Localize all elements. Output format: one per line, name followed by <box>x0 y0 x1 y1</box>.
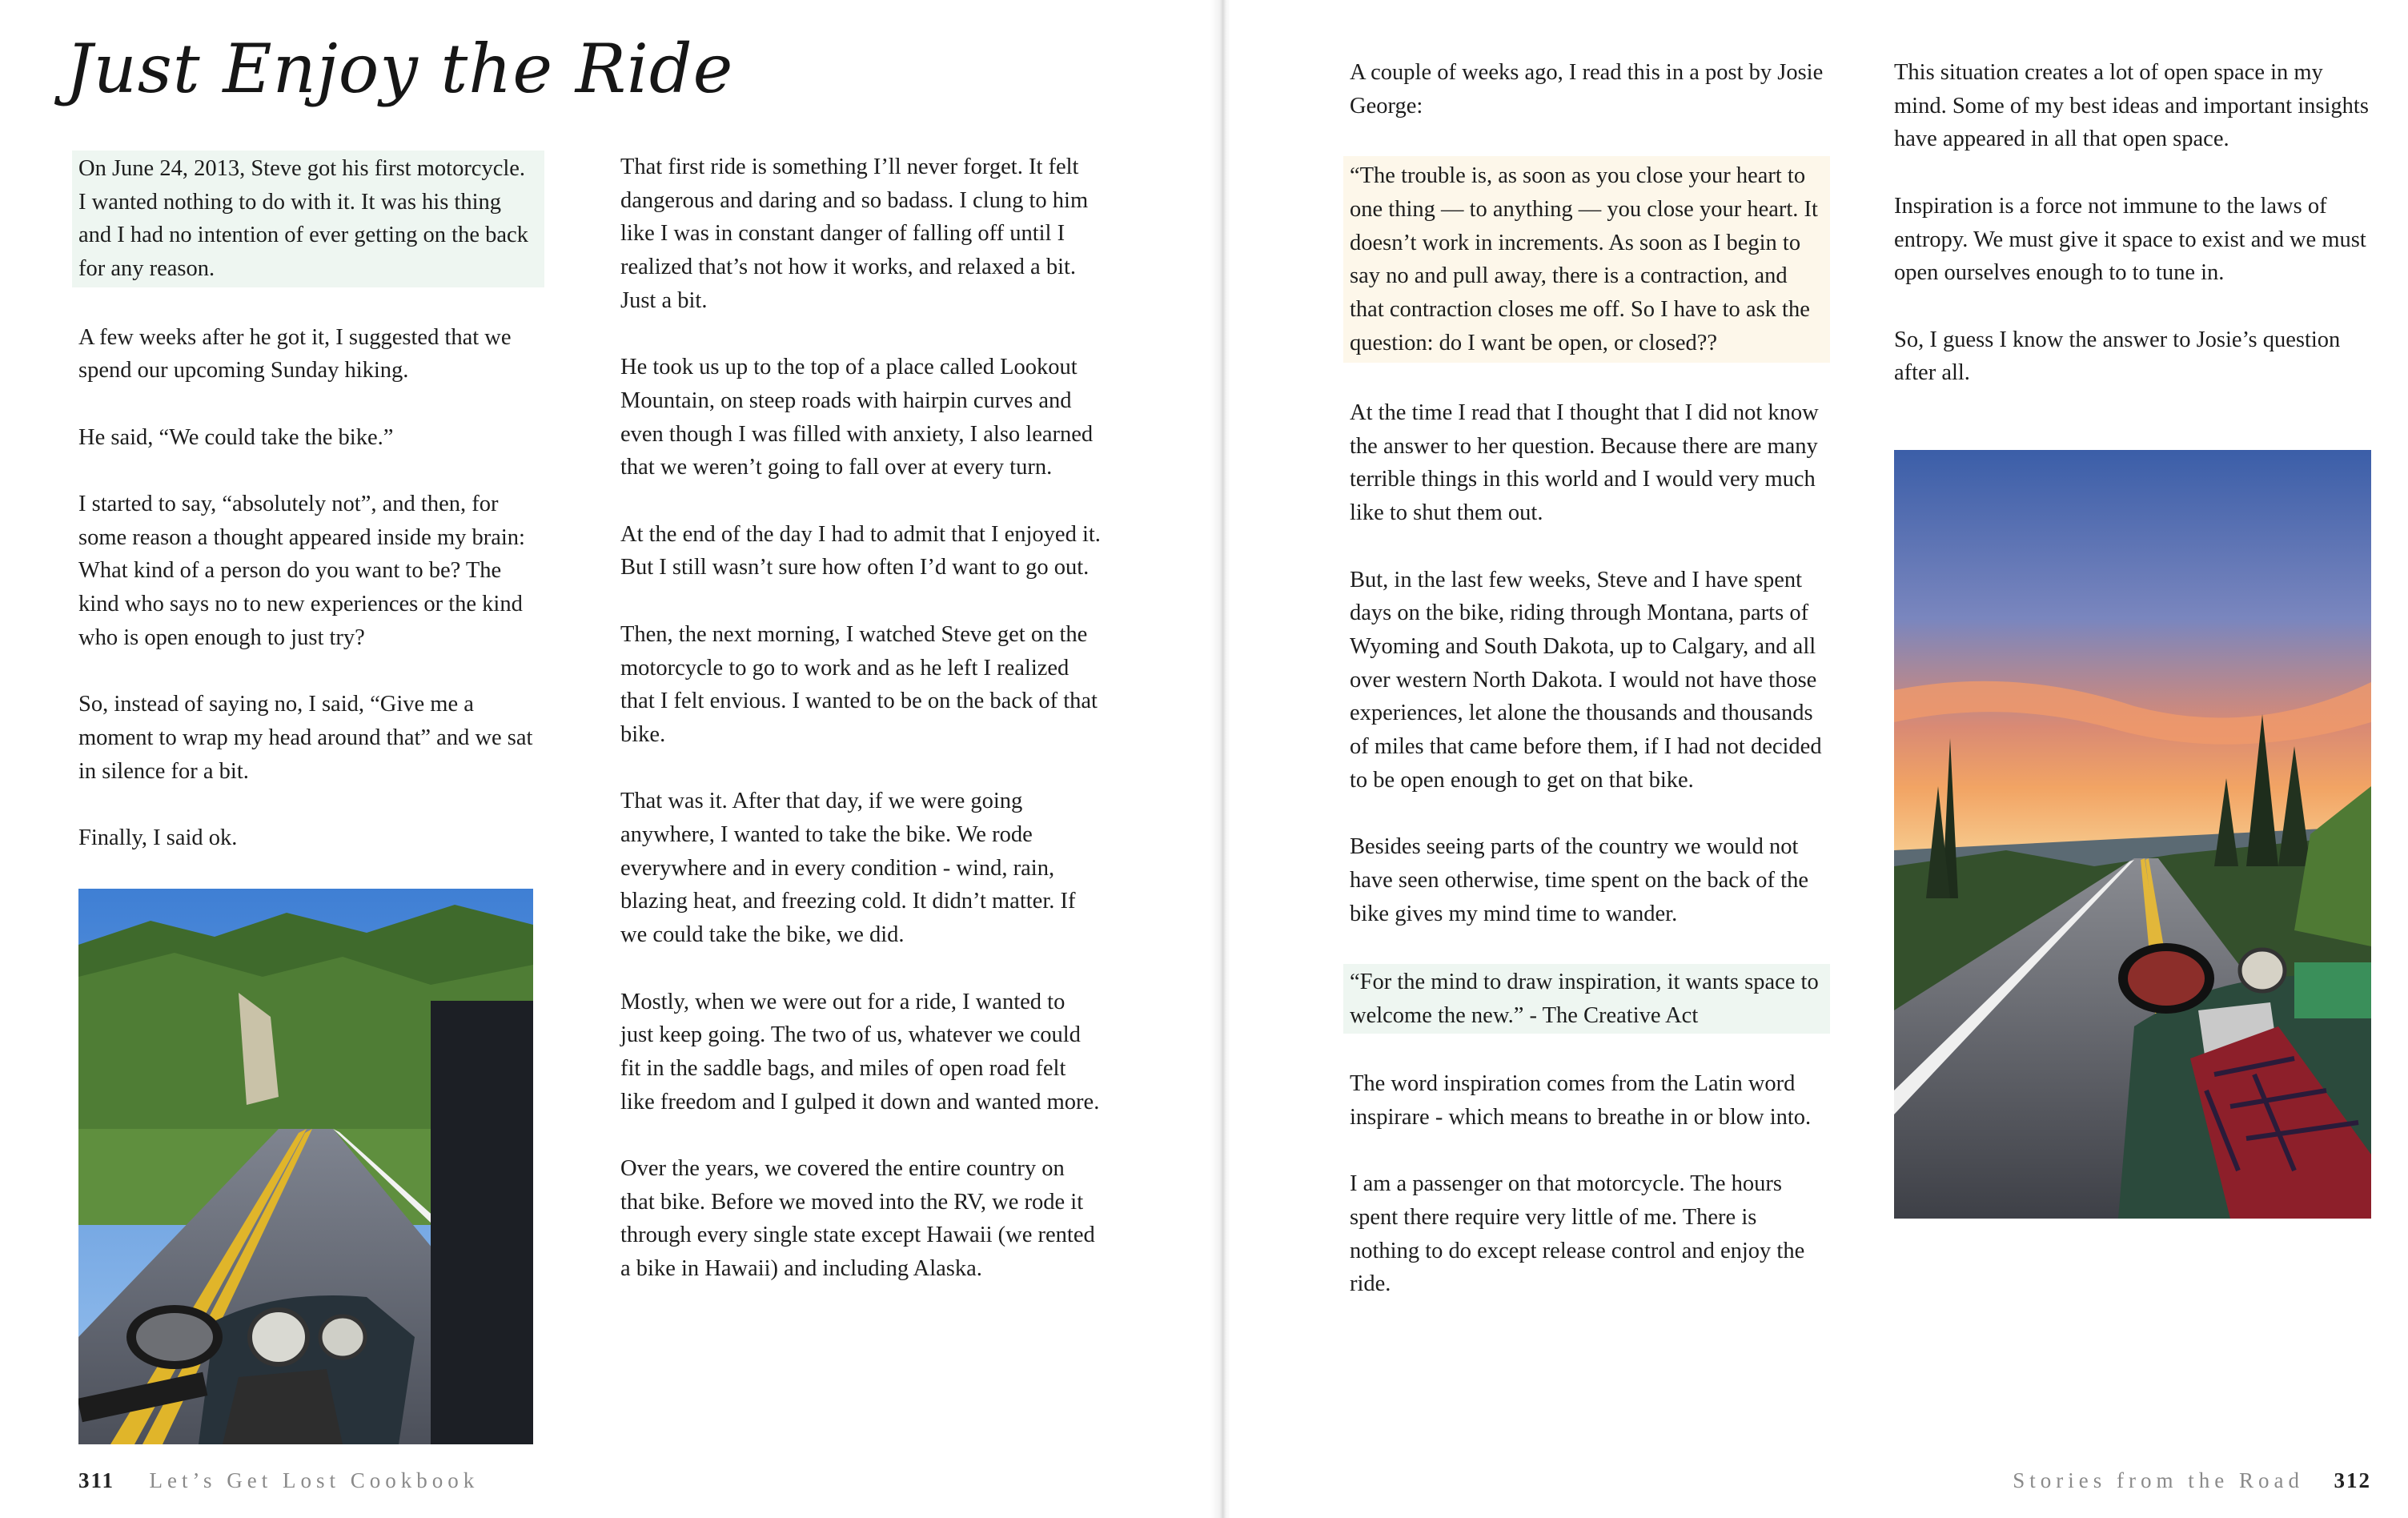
paragraph: I am a passenger on that motorcycle. The hours spent there require very little of me. There is nothing to do except release control and enjoy the ride. <box>1350 1171 1805 1297</box>
paragraph: Besides seeing parts of the country we would not have seen otherwise, time spent on the back of the bike gives my mind time to wander. <box>1350 834 1808 926</box>
paragraph: So, I guess I know the answer to Josie’s question after all. <box>1894 327 2341 386</box>
paragraph-highlighted: On June 24, 2013, Steve got his first motorcycle. I wanted nothing to do with it. It was his thing and I had no intention of ever getting on the back for any reason. <box>72 151 544 287</box>
paragraph: Then, the next morning, I watched Steve get on the motorcycle to go to work and as he left I realized that I felt envious. I wanted to be on the back of that bike. <box>620 621 1098 747</box>
paragraph: Finally, I said ok. <box>78 825 238 850</box>
motorcycle-road-photo-forest <box>78 889 533 1444</box>
paragraph: I started to say, “absolutely not”, and then, for some reason a thought appeared inside my brain: What kind of a person do you want to be? The kind who says no to new experiences or the kind who is open enough to just try? <box>78 491 525 650</box>
paragraph: The word inspiration comes from the Latin word inspirare - which means to breathe in or blow into. <box>1350 1071 1812 1130</box>
right-footer <box>2013 1468 2371 1493</box>
right-column-1 <box>1350 56 1830 1335</box>
paragraph: He took us up to the top of a place called Lookout Mountain, on steep roads with hairpin curves and even though I was filled with anxiety, I also learned that we weren’t going to fall over at every turn. <box>620 355 1094 480</box>
paragraph: Inspiration is a force not immune to the laws of entropy. We must give it space to exist and we must open ourselves enough to to tune in. <box>1894 193 2366 286</box>
paragraph: But, in the last few weeks, Steve and I have spent days on the bike, riding through Montana, parts of Wyoming and South Dakota, up to Calgary, and all over western North Dakota. I would not have those experiences, let alone the thousands and thousands of miles that came before them, if I had not decided to be open enough to get on that bike. <box>1350 567 1822 793</box>
book-gutter <box>1210 0 1231 1518</box>
running-title: Let’s Get Lost Cookbook <box>149 1468 480 1492</box>
paragraph: That was it. After that day, if we were going anywhere, I wanted to take the bike. We rode everywhere and in every condition - wind, rain, blazing heat, and freezing cold. It didn’t matter. If we could take the bike, we did. <box>620 789 1076 948</box>
quote-highlighted: “For the mind to draw inspiration, it wants space to welcome the new.” - The Creative Act <box>1343 964 1830 1034</box>
running-title: Stories from the Road <box>2013 1468 2304 1492</box>
right-page <box>1230 0 2408 1518</box>
page-number: 312 <box>2334 1468 2371 1492</box>
paragraph: Over the years, we covered the entire country on that bike. Before we moved into the RV, we rode it through every single state except Hawaii (we rented a bike in Hawaii) and including Alaska. <box>620 1156 1095 1282</box>
left-footer <box>78 1468 479 1493</box>
paragraph: Mostly, when we were out for a ride, I wanted to just keep going. The two of us, whatever we could fit in the saddle bags, and miles of open road felt like freedom and I gulped it down and wanted more. <box>620 989 1100 1114</box>
paragraph: He said, “We could take the bike.” <box>78 424 394 450</box>
right-column-2 <box>1894 56 2374 424</box>
left-column-2 <box>620 151 1101 1319</box>
paragraph: A few weeks after he got it, I suggested that we spend our upcoming Sunday hiking. <box>78 324 512 384</box>
paragraph: That first ride is something I’ll never forget. It felt dangerous and daring and so badass. I clung to him like I was in constant danger of falling off until I realized that’s not how it works, and relaxed a bit. Just a bit. <box>620 155 1089 313</box>
left-column-1 <box>78 151 544 888</box>
quote-highlighted: “The trouble is, as soon as you close your heart to one thing — to anything — you close your heart. It doesn’t work in increments. As soon as I begin to say no and pull away, there is a contraction, and that contraction closes me off. So I have to ask the question: do I want be open, or closed?? <box>1343 156 1830 363</box>
chapter-title: Just Enjoy the Ride <box>66 30 734 108</box>
paragraph: This situation creates a lot of open space in my mind. Some of my best ideas and important insights have appeared in all that open space. <box>1894 60 2369 152</box>
paragraph: At the time I read that I thought that I did not know the answer to her question. Because there are many terrible things in this world and I would very much like to shut them out. <box>1350 400 1819 526</box>
motorcycle-road-photo-sunset <box>1894 450 2371 1219</box>
page-number: 311 <box>78 1468 115 1492</box>
paragraph: So, instead of saying no, I said, “Give me a moment to wrap my head around that” and we sat in silence for a bit. <box>78 692 533 784</box>
paragraph: A couple of weeks ago, I read this in a post by Josie George: <box>1350 60 1824 118</box>
paragraph: At the end of the day I had to admit that I enjoyed it. But I still wasn’t sure how often I’d want to go out. <box>620 521 1101 580</box>
